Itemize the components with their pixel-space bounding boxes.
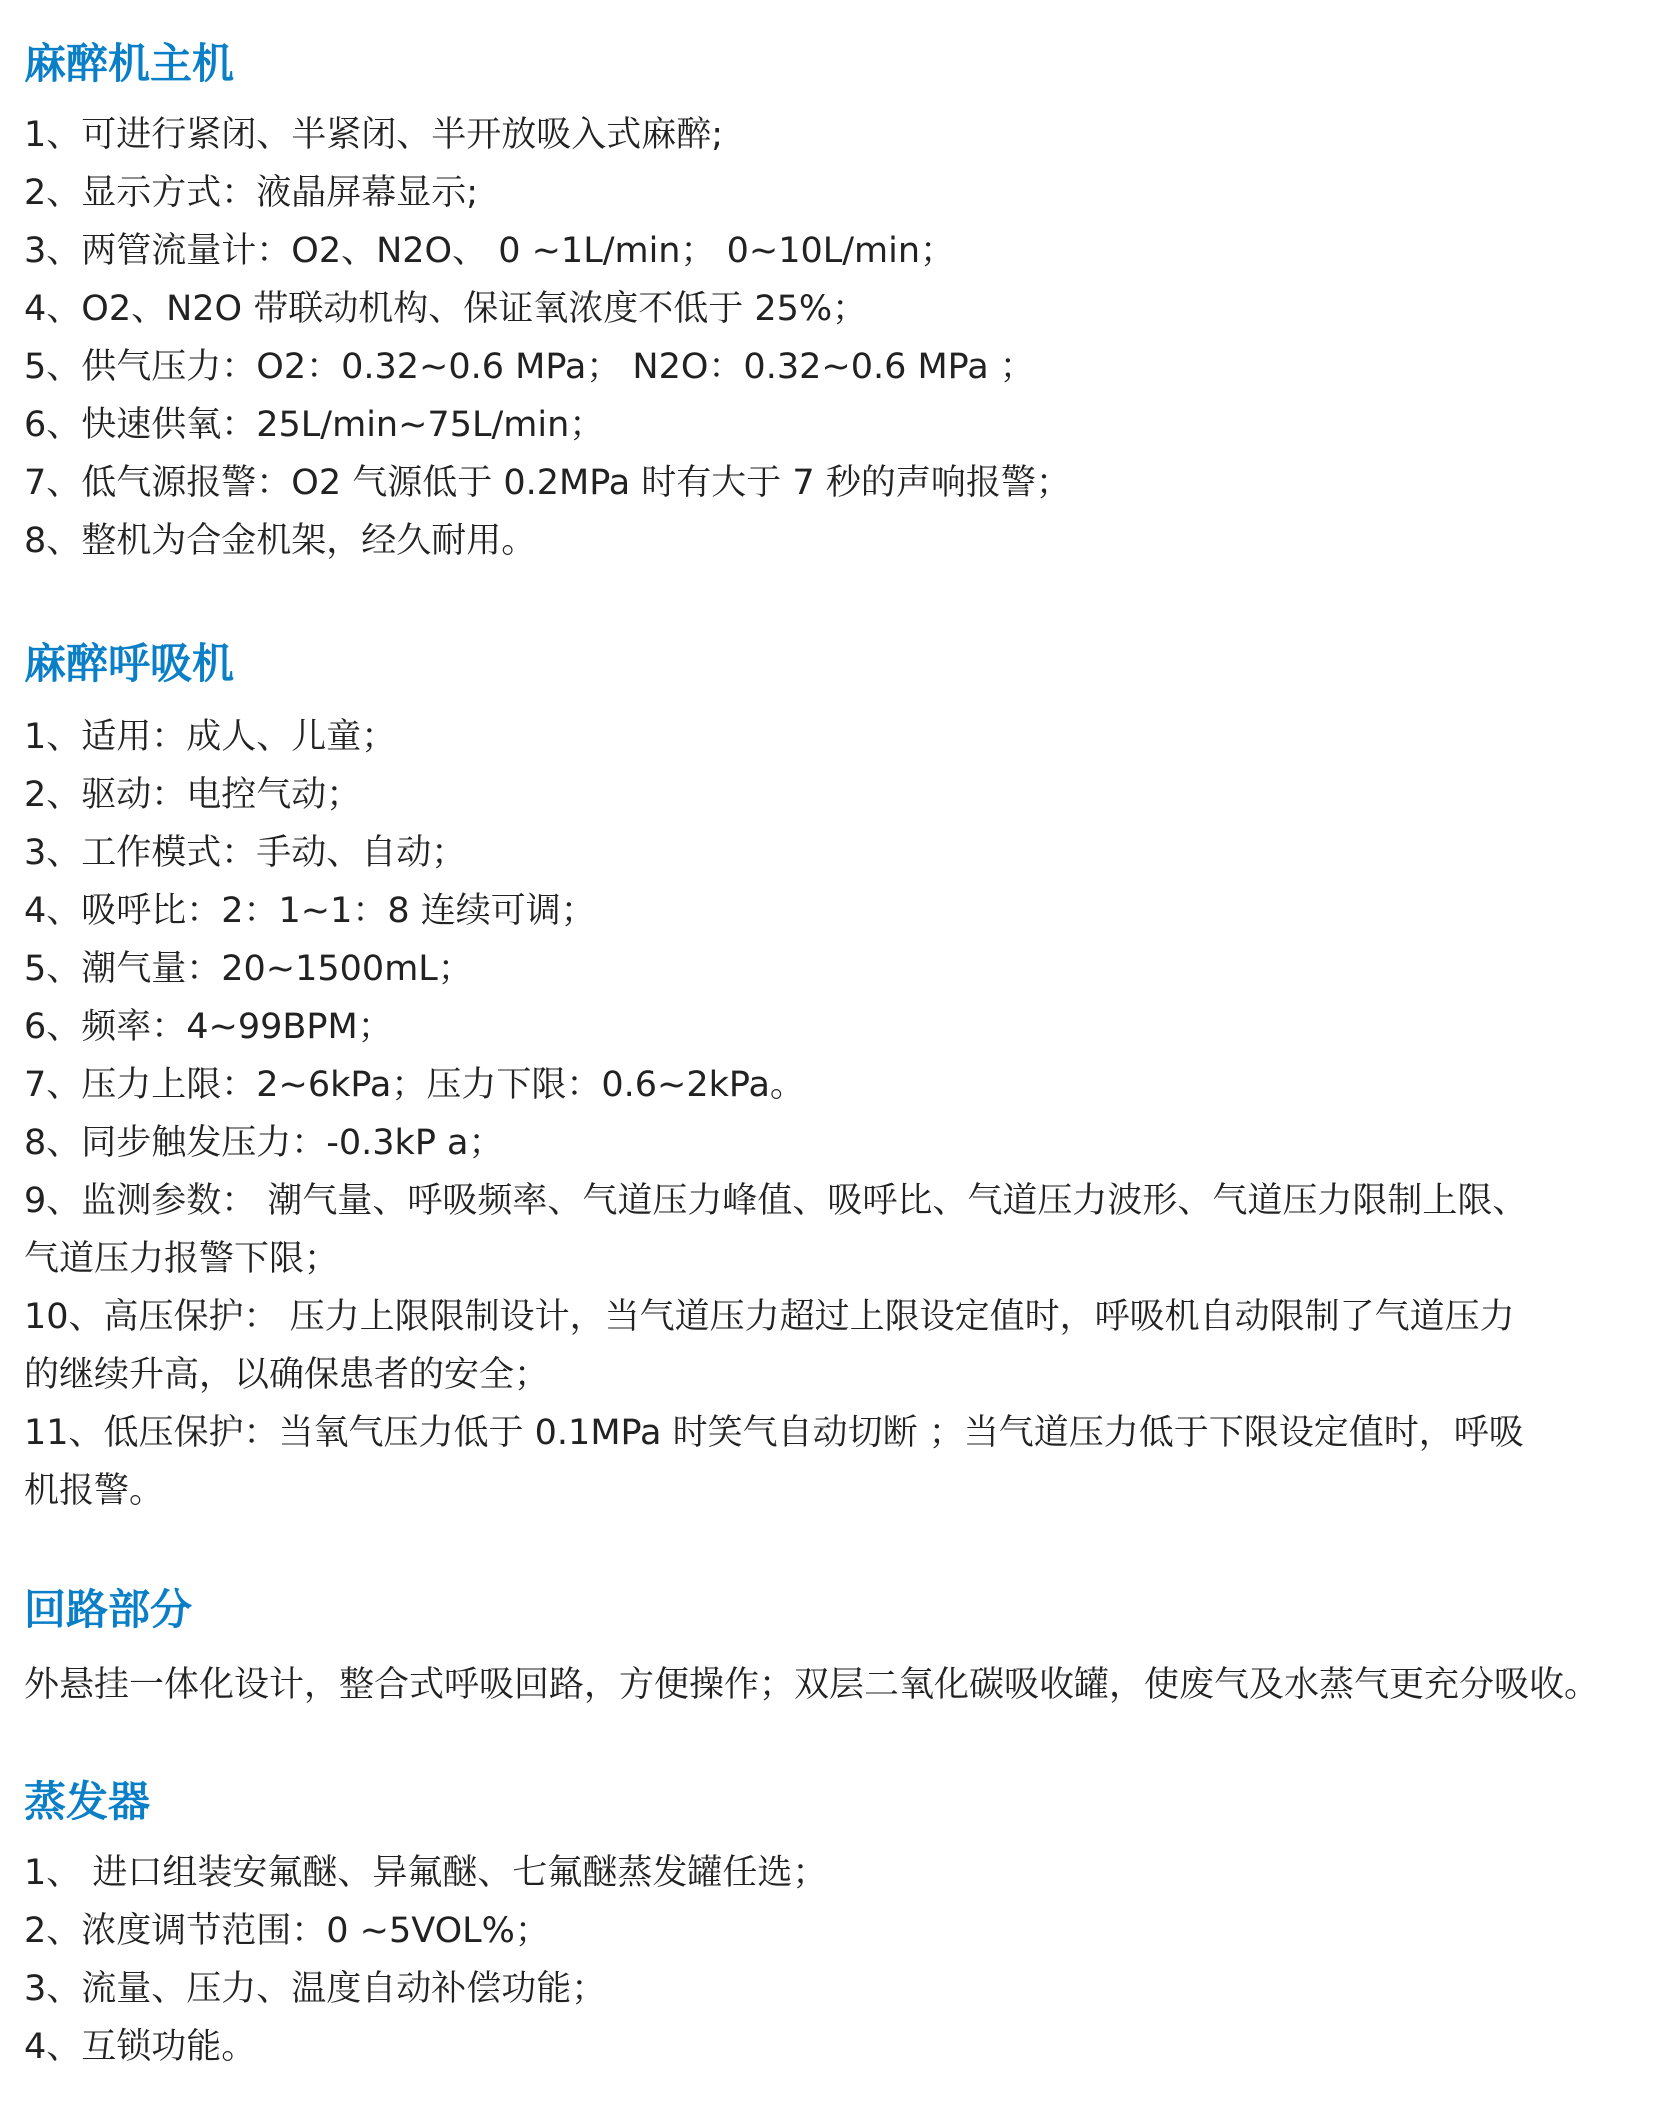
spec-line: 3、工作模式：手动、自动； [24,833,467,873]
spec-line: 5、潮气量：20~1500mL； [24,949,473,989]
spec-line: 11、低压保护：当氧气压力低于 0.1MPa 时笑气自动切断 ；当气道压力低于下限设定值时，呼吸 [24,1413,1524,1453]
spec-line: 9、监测参数： 潮气量、呼吸频率、气道压力峰值、吸呼比、气道压力波形、气道压力限制上限、 [24,1181,1528,1221]
spec-line: 外悬挂一体化设计，整合式呼吸回路，方便操作；双层二氧化碳吸收罐，使废气及水蒸气更充分吸收。 [24,1665,1600,1705]
spec-line: 8、整机为合金机架，经久耐用。 [24,521,537,561]
spec-line: 3、流量、压力、温度自动补偿功能； [24,1969,607,2009]
section-breathing-circuit [24,1580,1649,1714]
section-title: 麻醉机主机 [24,39,235,88]
spec-line: 4、O2、N2O 带联动机构、保证氧浓度不低于 25%； [24,289,868,329]
spec-line: 2、驱动：电控气动； [24,775,362,815]
spec-line: 7、压力上限：2~6kPa；压力下限：0.6~2kPa。 [24,1065,805,1105]
spec-line: 6、快速供氧：25L/min~75L/min； [24,405,605,445]
section-anesthesia-ventilator [24,634,1649,1520]
spec-line: 气道压力报警下限； [24,1239,340,1279]
section-vaporizer [24,1772,1649,2076]
spec-line: 的继续升高，以确保患者的安全； [24,1355,550,1395]
section-title: 麻醉呼吸机 [24,639,235,688]
spec-line: 4、互锁功能。 [24,2027,257,2067]
section-title: 蒸发器 [24,1777,151,1826]
spec-line: 机报警。 [24,1471,165,1511]
section-anesthesia-machine [24,34,1649,570]
spec-line: 1、 进口组装安氟醚、异氟醚、七氟醚蒸发罐任选； [24,1853,828,1893]
spec-line: 2、显示方式：液晶屏幕显示; [24,173,479,213]
spec-line: 3、两管流量计：O2、N2O、 0 ~1L/min； 0~10L/min； [24,231,956,271]
spec-line: 1、适用：成人、儿童； [24,717,397,757]
spec-line: 6、频率：4~99BPM； [24,1007,393,1047]
spec-line: 4、吸呼比：2：1~1：8 连续可调； [24,891,596,931]
spec-line: 2、浓度调节范围：0 ~5VOL%； [24,1911,550,1951]
spec-line: 1、可进行紧闭、半紧闭、半开放吸入式麻醉; [24,115,724,155]
spec-line: 8、同步触发压力：-0.3kP a； [24,1123,504,1163]
spec-line: 5、供气压力：O2：0.32~0.6 MPa； N2O：0.32~0.6 MPa ； [24,347,1035,387]
spec-line: 7、低气源报警：O2 气源低于 0.2MPa 时有大于 7 秒的声响报警； [24,463,1071,503]
section-title: 回路部分 [24,1585,193,1634]
spec-line: 10、高压保护： 压力上限限制设计，当气道压力超过上限设定值时，呼吸机自动限制了气道压力 [24,1297,1515,1337]
